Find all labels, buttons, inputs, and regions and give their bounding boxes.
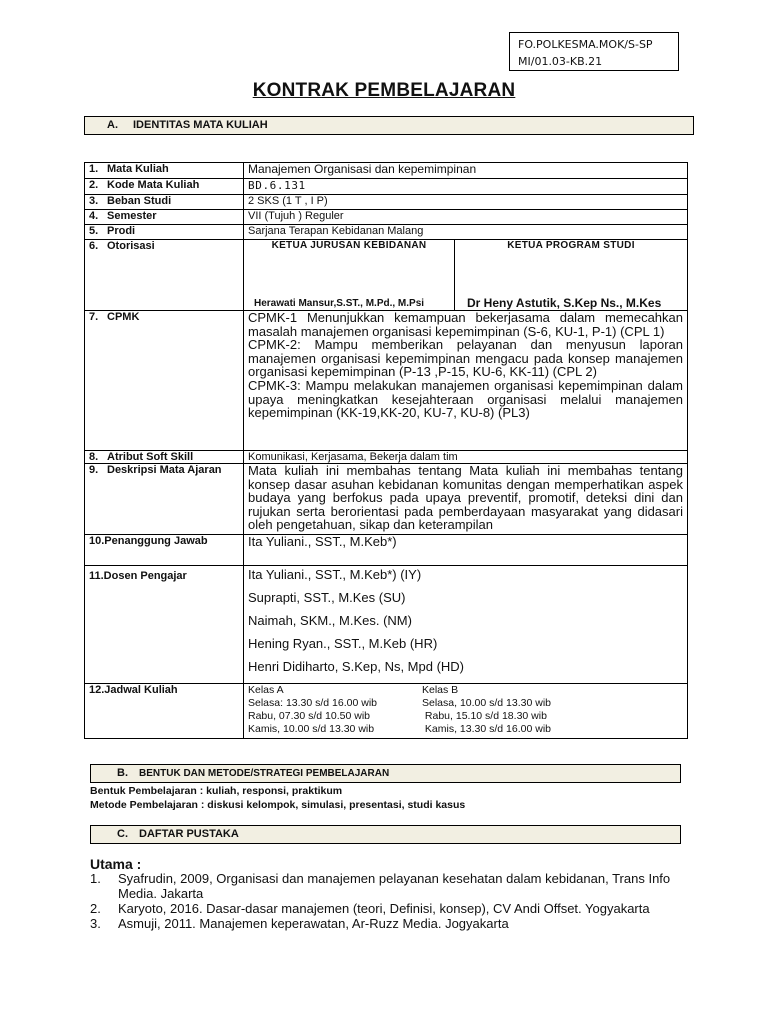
schedule-line: Rabu, 07.30 s/d 10.50 wib: [248, 710, 371, 722]
schedule-line: Kamis, 13.30 s/d 16.00 wib: [422, 723, 551, 735]
row-label: 11.Dosen Pengajar: [85, 566, 244, 684]
section-b-header: [90, 764, 681, 783]
table-row: [85, 179, 688, 195]
course-code-value: BD.6.131: [244, 179, 688, 195]
row-number: 7.: [89, 311, 99, 323]
schedule-class-b: [422, 684, 551, 736]
row-number: 6.: [89, 240, 99, 252]
table-row: [85, 163, 688, 179]
row-number: 1.: [89, 163, 99, 175]
table-row: [85, 451, 688, 464]
authorization-column-program: [454, 240, 687, 310]
row-number: 3.: [89, 195, 99, 207]
row-label-text: Kode Mata Kuliah: [107, 179, 200, 191]
learning-form-text: Bentuk Pembelajaran : kuliah, responsi, praktikum: [90, 785, 343, 797]
document-code-line-1: FO.POLKESMA.MOK/S-SP: [518, 38, 653, 51]
reference-number: 1.: [90, 871, 101, 886]
references-subtitle: Utama :: [90, 856, 142, 872]
list-item: [90, 871, 690, 901]
section-c-header: [90, 825, 681, 844]
row-number: 5.: [89, 225, 99, 237]
program-head-name: Dr Heny Astutik, S.Kep Ns., M.Kes: [467, 296, 662, 310]
cpmk-2-text: CPMK-2: Mampu memberikan pelayanan dan menyusun laporan manajemen organisasi kepemimpinan mengacu pada konsep manajemen organisasi kepemimpinan (P-13 ,P-15, KU-6, KK-11) (CPL 2): [248, 337, 683, 380]
table-row: [85, 225, 688, 240]
lecturer-item: Ita Yuliani., SST., M.Keb*) (IY): [248, 567, 422, 582]
program-head-title: KETUA PROGRAM STUDI: [507, 240, 635, 251]
schedule-line: Selasa: 13.30 s/d 16.00 wib: [248, 697, 378, 709]
table-row: [85, 464, 688, 535]
row-label: [85, 225, 244, 240]
reference-list: [90, 871, 690, 931]
reference-text: Asmuji, 2011. Manajemen keperawatan, Ar-Ruzz Media. Jogyakarta: [118, 916, 509, 931]
list-item: [90, 901, 690, 916]
semester-value: VII (Tujuh ) Reguler: [244, 210, 688, 225]
table-row: [85, 566, 688, 684]
cpmk-1-text: CPMK-1 Menunjukkan kemampuan bekerjasama dalam memecahkan masalah manajemen organisasi kepemimpinan (S-6, KU-1, P-1) (CPL 1): [248, 310, 683, 339]
table-row: [85, 535, 688, 566]
reference-text: Syafrudin, 2009, Organisasi dan manajemen pelayanan kesehatan dalam kebidanan, Trans Info Media. Jakarta: [118, 871, 671, 901]
soft-skill-value: Komunikasi, Kerjasama, Bekerja dalam tim: [244, 451, 688, 464]
department-head-name: Herawati Mansur,S.ST., M.Pd., M.Psi: [254, 298, 425, 309]
lecturer-item: Naimah, SKM., M.Kes. (NM): [248, 613, 412, 628]
schedule-class-a: [248, 684, 377, 736]
table-row: [85, 210, 688, 225]
identity-table: [84, 162, 688, 739]
row-label: [85, 464, 244, 535]
lecturer-list: [244, 566, 688, 684]
section-a-title: IDENTITAS MATA KULIAH: [133, 119, 268, 131]
document-code-box: [509, 32, 679, 71]
department-head-title: KETUA JURUSAN KEBIDANAN: [271, 240, 427, 251]
row-label-text: Semester: [107, 210, 157, 222]
lecturer-item: Hening Ryan., SST., M.Keb (HR): [248, 636, 438, 651]
table-row: [85, 311, 688, 451]
row-label: 12.Jadwal Kuliah: [85, 684, 244, 739]
section-c-letter: C.: [117, 828, 128, 840]
person-in-charge-value: Ita Yuliani., SST., M.Keb*): [244, 535, 688, 566]
row-label: [85, 451, 244, 464]
row-label: [85, 240, 244, 311]
table-row: [85, 195, 688, 210]
row-label: [85, 163, 244, 179]
row-label-text: CPMK: [107, 311, 140, 323]
row-label: [85, 210, 244, 225]
section-a-header: [84, 116, 694, 135]
course-name-value: Manajemen Organisasi dan kepemimpinan: [244, 163, 688, 179]
schedule-line: Kelas A: [248, 684, 284, 696]
row-number: 4.: [89, 210, 99, 222]
schedule-line: Rabu, 15.10 s/d 18.30 wib: [422, 710, 547, 722]
authorization-column-department: [244, 240, 454, 310]
row-label-text: Atribut Soft Skill: [107, 451, 194, 463]
document-code-line-2: MI/01.03-KB.21: [518, 55, 603, 68]
row-label-text: Mata Kuliah: [107, 163, 169, 175]
row-label-text: Otorisasi: [107, 240, 155, 252]
page-title: KONTRAK PEMBELAJARAN: [252, 80, 516, 101]
row-label: [85, 179, 244, 195]
schedule-line: Selasa, 10.00 s/d 13.30 wib: [422, 697, 552, 709]
lecturer-item: Suprapti, SST., M.Kes (SU): [248, 590, 406, 605]
lecturer-item: Henri Didiharto, S.Kep, Ns, Mpd (HD): [248, 659, 465, 674]
row-label: [85, 311, 244, 451]
row-label-text: Prodi: [107, 225, 136, 237]
row-label: [85, 195, 244, 210]
schedule-line: Kamis, 10.00 s/d 13.30 wib: [248, 723, 375, 735]
course-description-value: Mata kuliah ini membahas tentang Mata kuliah ini membahas tentang konsep dasar asuhan kebidanan komunitas dengan memperhatikan aspek budaya yang berfokus pada upaya preventif, promotif, deteksi dini dan rujukan serta berorientasi pada pemberdayaan masyarakat yang didasari oleh pengetahuan, sikap dan keterampilan: [244, 464, 688, 535]
section-a-letter: A.: [107, 119, 118, 131]
row-label-text: Deskripsi Mata Ajaran: [107, 464, 222, 476]
section-b-letter: B.: [117, 767, 128, 779]
row-number: 9.: [89, 464, 99, 476]
table-row: [85, 684, 688, 739]
schedule-line: Kelas B: [422, 684, 459, 696]
study-program-value: Sarjana Terapan Kebidanan Malang: [244, 225, 688, 240]
authorization-cell: [244, 240, 688, 311]
section-c-title: DAFTAR PUSTAKA: [139, 828, 239, 840]
row-number: 8.: [89, 451, 99, 463]
credit-value: 2 SKS (1 T , I P): [244, 195, 688, 210]
learning-method-text: Metode Pembelajaran : diskusi kelompok, simulasi, presentasi, studi kasus: [90, 799, 466, 811]
reference-number: 2.: [90, 901, 101, 916]
cpmk-cell: [244, 311, 688, 451]
row-number: 2.: [89, 179, 99, 191]
reference-number: 3.: [90, 916, 101, 931]
list-item: [90, 916, 690, 931]
section-b-title: BENTUK DAN METODE/STRATEGI PEMBELAJARAN: [139, 768, 390, 779]
row-label-text: Beban Studi: [107, 195, 172, 207]
schedule-cell: [244, 684, 688, 739]
reference-text: Karyoto, 2016. Dasar-dasar manajemen (teori, Definisi, konsep), CV Andi Offset. Yogyakarta: [118, 901, 650, 916]
table-row: [85, 240, 688, 311]
cpmk-3-text: CPMK-3: Mampu melakukan manajemen organisasi kepemimpinan dalam upaya meningkatkan kesejahteraan organisasi melalui manajemen kepemimpinan (KK-19,KK-20, KU-7, KU-8) (PL3): [248, 377, 683, 421]
row-label: 10.Penanggung Jawab: [85, 535, 244, 566]
